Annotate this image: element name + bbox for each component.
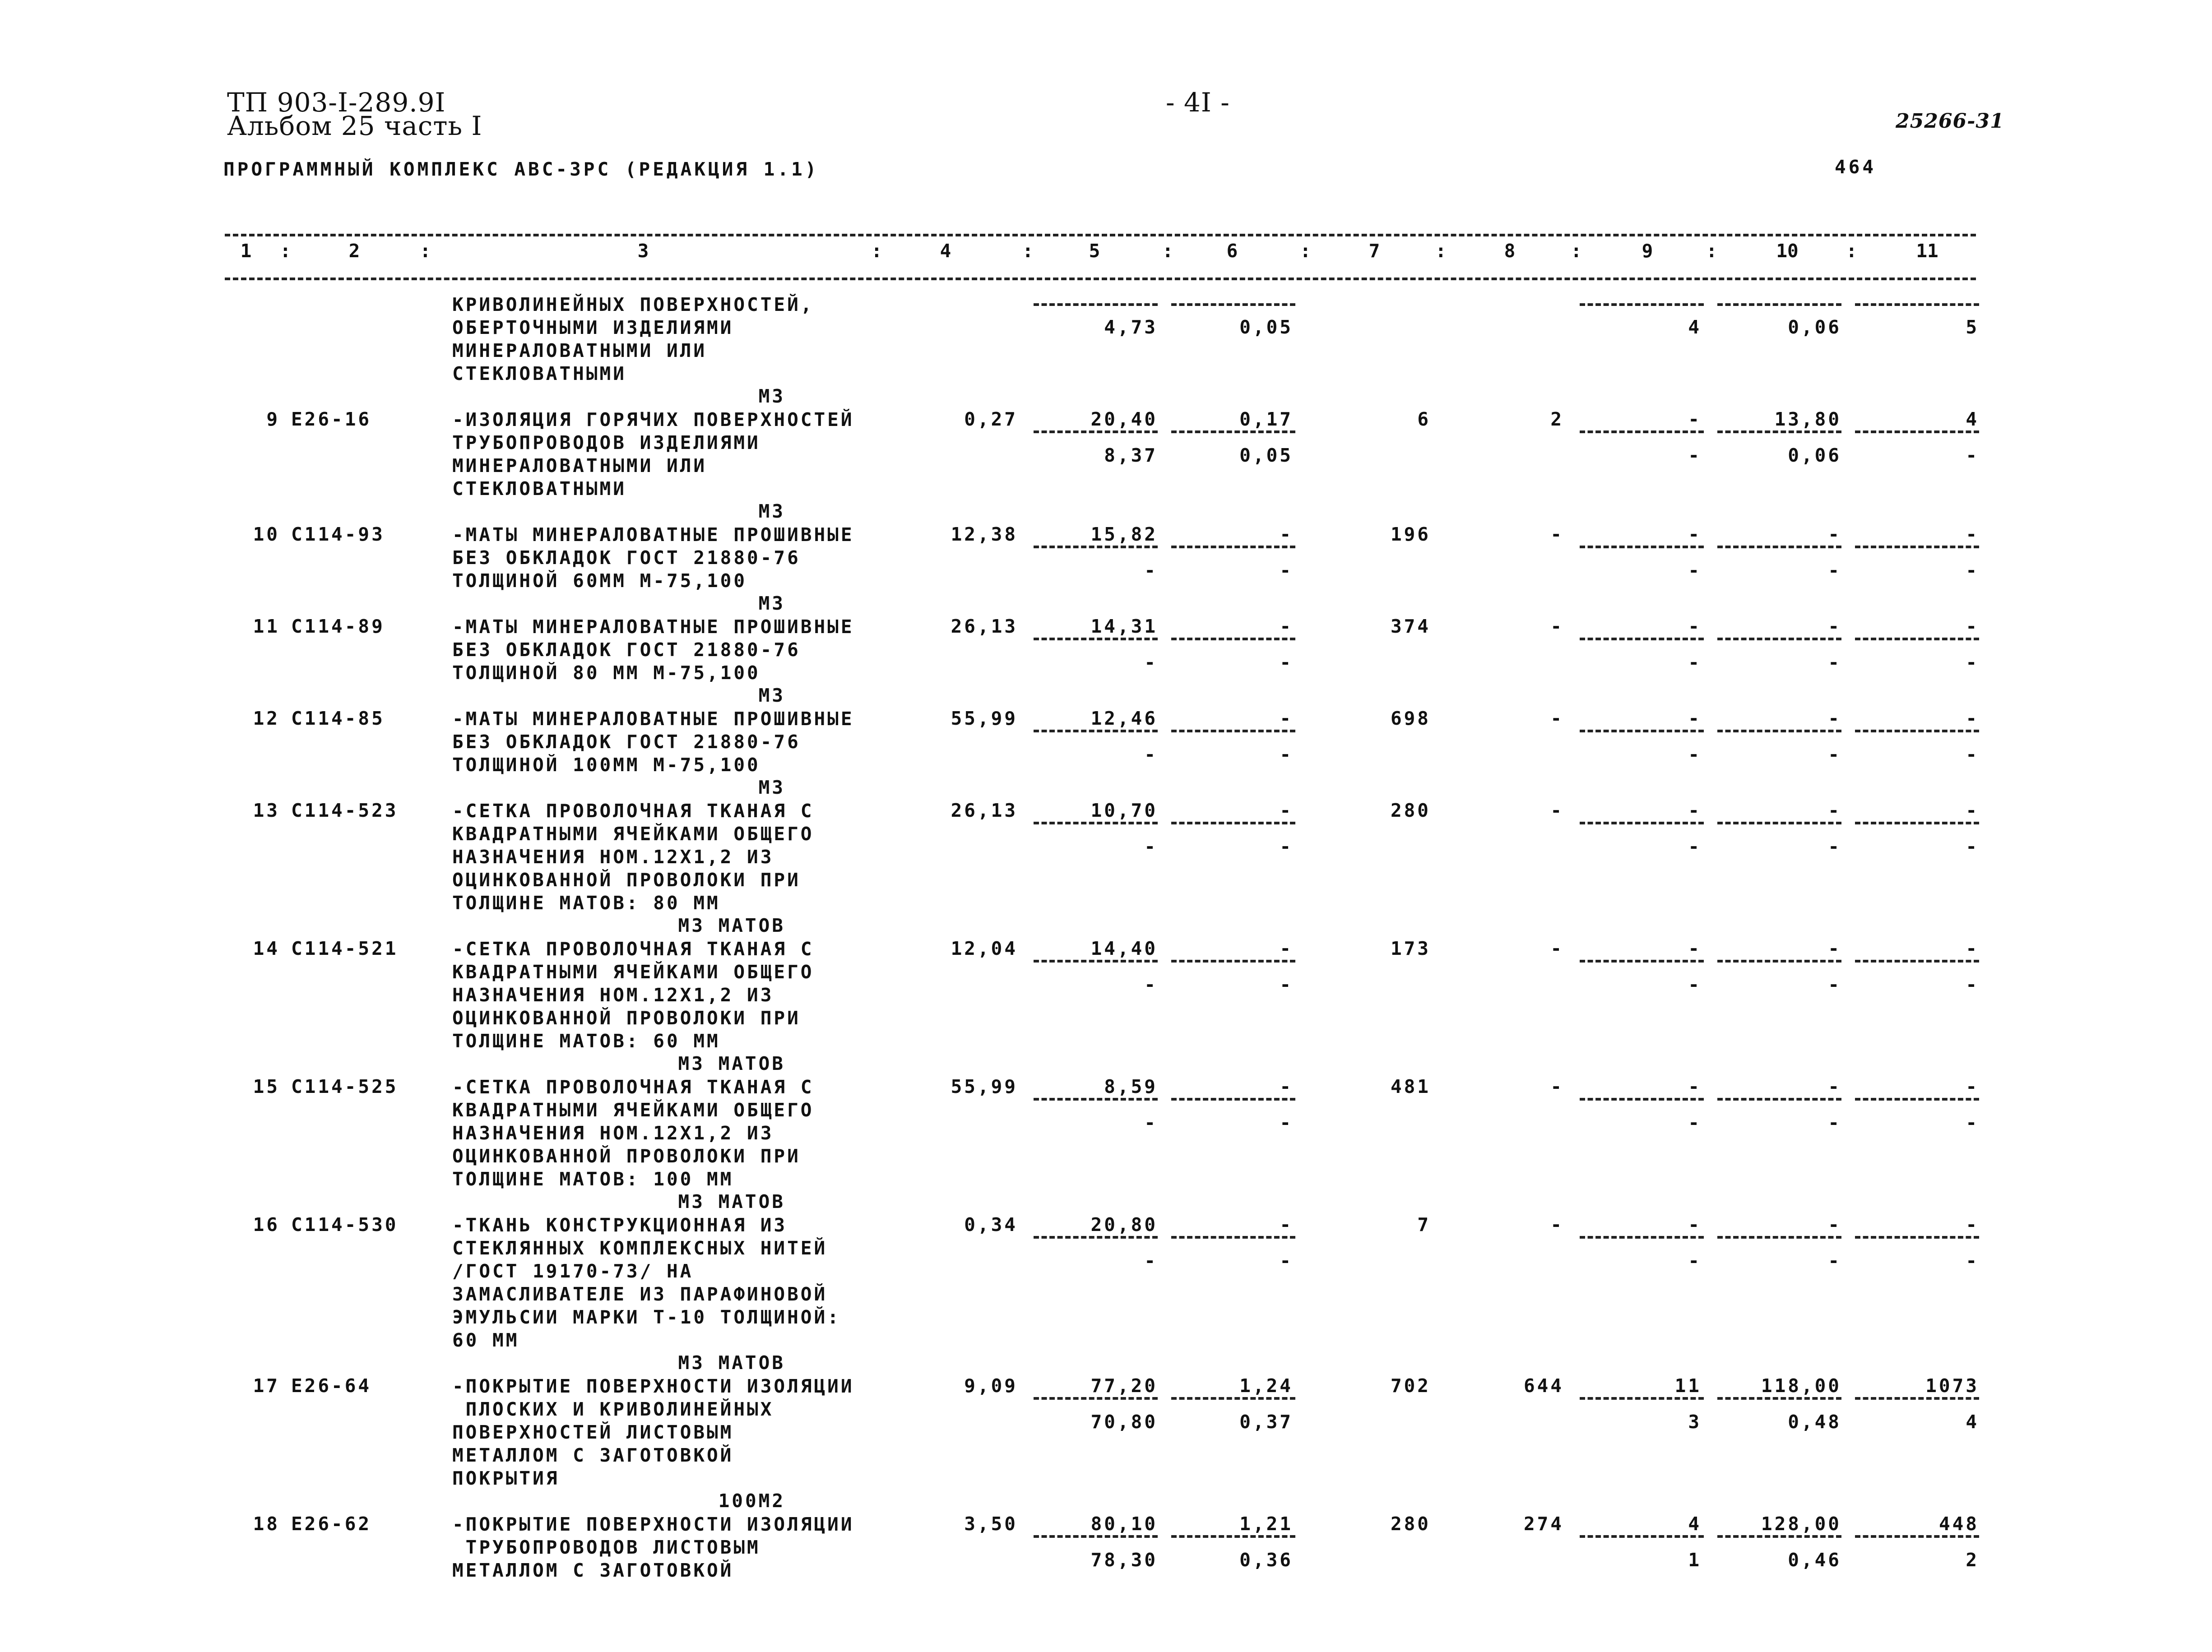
value-divider bbox=[1580, 1098, 1704, 1101]
cell-col7: 374 bbox=[1390, 615, 1431, 637]
cell-col7: 698 bbox=[1390, 708, 1431, 729]
cell-col6: - bbox=[1280, 1076, 1293, 1097]
cell-col5-lower: - bbox=[1144, 836, 1158, 857]
cell-col7: 280 bbox=[1390, 1513, 1431, 1535]
cell-col5: 10,70 bbox=[1090, 800, 1158, 821]
cell-col7: 6 bbox=[1417, 408, 1431, 430]
cell-col11-lower: - bbox=[1966, 1112, 1979, 1134]
cell-col5-lower: 8,37 bbox=[1104, 444, 1158, 466]
cell-col5-lower: - bbox=[1144, 974, 1158, 995]
column-header-4: 4 bbox=[940, 240, 951, 262]
cell-col11: - bbox=[1966, 1076, 1979, 1097]
row-unit: М3 bbox=[758, 500, 785, 522]
value-divider bbox=[1034, 303, 1158, 306]
cell-col6: - bbox=[1280, 523, 1293, 545]
value-divider bbox=[1855, 1236, 1979, 1239]
cell-col7: 702 bbox=[1390, 1375, 1431, 1397]
row-description: -СЕТКА ПРОВОЛОЧНАЯ ТКАНАЯ С КВАДРАТНЫМИ ЯЧЕЙКАМИ ОБЩЕГО НАЗНАЧЕНИЯ НОМ.12Х1,2 ИЗ ОЦИНКОВАННОЙ ПРОВОЛОКИ ПРИ ТОЛЩИНЕ МАТОВ: 60 ММ bbox=[452, 938, 814, 1052]
value-divider bbox=[1855, 1397, 1979, 1400]
cell-col5: 12,46 bbox=[1090, 708, 1158, 729]
row-unit: М3 МАТОВ bbox=[678, 1191, 785, 1212]
cell-col10-lower: 0,06 bbox=[1788, 444, 1841, 466]
value-divider bbox=[1171, 638, 1295, 640]
cell-col10-lower: - bbox=[1828, 652, 1841, 673]
doc-code: ТП 903-I-289.9I bbox=[227, 87, 446, 118]
cell-col10: - bbox=[1828, 938, 1841, 959]
cell-col10: - bbox=[1828, 523, 1841, 545]
value-divider bbox=[1171, 1397, 1295, 1400]
cell-col4: 12,04 bbox=[951, 938, 1018, 959]
cell-col4: 0,27 bbox=[964, 408, 1018, 430]
stamp-number: 25266-31 bbox=[1896, 110, 2004, 133]
cell-col10-lower: 0,06 bbox=[1788, 316, 1841, 338]
cell-col7: 7 bbox=[1417, 1214, 1431, 1236]
column-separator: : bbox=[1706, 240, 1717, 262]
cell-col10-lower: - bbox=[1828, 1250, 1841, 1272]
value-divider bbox=[1717, 638, 1841, 640]
cell-col4: 9,09 bbox=[964, 1375, 1018, 1397]
cell-col4: 3,50 bbox=[964, 1513, 1018, 1535]
row-code: С114-530 bbox=[291, 1214, 399, 1236]
cell-col8: 2 bbox=[1550, 408, 1564, 430]
column-header-5: 5 bbox=[1089, 240, 1100, 262]
value-divider bbox=[1034, 730, 1158, 732]
cell-col6: - bbox=[1280, 800, 1293, 821]
row-code: Е26-16 bbox=[291, 408, 372, 430]
cell-col9: - bbox=[1688, 523, 1702, 545]
row-description: -ПОКРЫТИЕ ПОВЕРХНОСТИ ИЗОЛЯЦИИ ПЛОСКИХ И КРИВОЛИНЕЙНЫХ ПОВЕРХНОСТЕЙ ЛИСТОВЫМ МЕТАЛЛОМ С ЗАГОТОВКОЙ ПОКРЫТИЯ bbox=[452, 1375, 854, 1489]
cell-col10: - bbox=[1828, 708, 1841, 729]
cell-col6-lower: - bbox=[1280, 744, 1293, 765]
value-divider bbox=[1580, 822, 1704, 824]
cell-col6-lower: 0,37 bbox=[1239, 1411, 1293, 1433]
row-code: С114-85 bbox=[291, 708, 385, 729]
cell-col9-lower: - bbox=[1688, 974, 1702, 995]
value-divider bbox=[1855, 822, 1979, 824]
value-divider bbox=[1855, 430, 1979, 433]
value-divider bbox=[1171, 960, 1295, 963]
cell-col7: 196 bbox=[1390, 523, 1431, 545]
column-header-1: 1 bbox=[240, 240, 252, 262]
value-divider bbox=[1855, 960, 1979, 963]
row-code: С114-521 bbox=[291, 938, 399, 959]
column-header-3: 3 bbox=[637, 240, 649, 262]
cell-col11-lower: - bbox=[1966, 744, 1979, 765]
cell-col5-lower: 4,73 bbox=[1104, 316, 1158, 338]
cell-col9: 11 bbox=[1674, 1375, 1702, 1397]
cell-col11: - bbox=[1966, 708, 1979, 729]
cell-col6-lower: - bbox=[1280, 974, 1293, 995]
column-header-10: 10 bbox=[1776, 240, 1799, 262]
value-divider bbox=[1717, 822, 1841, 824]
column-separator: : bbox=[871, 240, 882, 262]
cell-col11-lower: - bbox=[1966, 974, 1979, 995]
cell-col8: 644 bbox=[1523, 1375, 1564, 1397]
cell-col9-lower: 4 bbox=[1688, 316, 1702, 338]
value-divider bbox=[1580, 430, 1704, 433]
cell-col10: 13,80 bbox=[1774, 408, 1841, 430]
cell-col7: 173 bbox=[1390, 938, 1431, 959]
cell-col10-lower: - bbox=[1828, 1112, 1841, 1134]
value-divider bbox=[1171, 1535, 1295, 1538]
column-separator: : bbox=[1435, 240, 1447, 262]
row-number: 13 bbox=[253, 800, 280, 821]
row-unit: М3 bbox=[758, 777, 785, 798]
cell-col10-lower: - bbox=[1828, 836, 1841, 857]
column-separator: : bbox=[1162, 240, 1173, 262]
value-divider bbox=[1717, 546, 1841, 548]
value-divider bbox=[1580, 1236, 1704, 1239]
value-divider bbox=[1034, 638, 1158, 640]
cell-col8: - bbox=[1550, 615, 1564, 637]
value-divider bbox=[1717, 730, 1841, 732]
album-label: Альбом 25 часть I bbox=[227, 111, 482, 141]
cell-col11: 4 bbox=[1966, 408, 1979, 430]
value-divider bbox=[1580, 960, 1704, 963]
row-description: -СЕТКА ПРОВОЛОЧНАЯ ТКАНАЯ С КВАДРАТНЫМИ ЯЧЕЙКАМИ ОБЩЕГО НАЗНАЧЕНИЯ НОМ.12Х1,2 ИЗ ОЦИНКОВАННОЙ ПРОВОЛОКИ ПРИ ТОЛЩИНЕ МАТОВ: 100 ММ bbox=[452, 1076, 814, 1190]
cell-col4: 55,99 bbox=[951, 1076, 1018, 1097]
cell-col11-lower: - bbox=[1966, 836, 1979, 857]
cell-col10: - bbox=[1828, 1214, 1841, 1236]
row-code: С114-93 bbox=[291, 523, 385, 545]
cell-col9: 4 bbox=[1688, 1513, 1702, 1535]
cell-col6: - bbox=[1280, 938, 1293, 959]
row-code: С114-89 bbox=[291, 615, 385, 637]
row-description: -СЕТКА ПРОВОЛОЧНАЯ ТКАНАЯ С КВАДРАТНЫМИ ЯЧЕЙКАМИ ОБЩЕГО НАЗНАЧЕНИЯ НОМ.12Х1,2 ИЗ ОЦИНКОВАННОЙ ПРОВОЛОКИ ПРИ ТОЛЩИНЕ МАТОВ: 80 ММ bbox=[452, 800, 814, 914]
row-code: Е26-64 bbox=[291, 1375, 372, 1397]
cell-col8: - bbox=[1550, 1214, 1564, 1236]
cell-col9-lower: - bbox=[1688, 444, 1702, 466]
value-divider bbox=[1034, 960, 1158, 963]
value-divider bbox=[1171, 546, 1295, 548]
cell-col5: 20,80 bbox=[1090, 1214, 1158, 1236]
continuation-description: КРИВОЛИНЕЙНЫХ ПОВЕРХНОСТЕЙ, ОБЕРТОЧНЫМИ ИЗДЕЛИЯМИ МИНЕРАЛОВАТНЫМИ ИЛИ СТЕКЛОВАТНЫМИ bbox=[452, 294, 814, 384]
row-description: -ПОКРЫТИЕ ПОВЕРХНОСТИ ИЗОЛЯЦИИ ТРУБОПРОВОДОВ ЛИСТОВЫМ МЕТАЛЛОМ С ЗАГОТОВКОЙ bbox=[452, 1513, 854, 1581]
table-top-rule bbox=[225, 234, 1976, 236]
row-code: Е26-62 bbox=[291, 1513, 372, 1535]
cell-col5-lower: - bbox=[1144, 652, 1158, 673]
cell-col7: 280 bbox=[1390, 800, 1431, 821]
cell-col8: - bbox=[1550, 938, 1564, 959]
cell-col6: 0,17 bbox=[1239, 408, 1293, 430]
row-code: С114-525 bbox=[291, 1076, 399, 1097]
cell-col11: - bbox=[1966, 800, 1979, 821]
value-divider bbox=[1855, 1098, 1979, 1101]
cell-col6-lower: 0,05 bbox=[1239, 444, 1293, 466]
cell-col6: - bbox=[1280, 615, 1293, 637]
column-header-9: 9 bbox=[1642, 240, 1653, 262]
cell-col11: - bbox=[1966, 523, 1979, 545]
cell-col5-lower: 70,80 bbox=[1090, 1411, 1158, 1433]
row-unit: М3 МАТОВ bbox=[678, 915, 785, 936]
cell-col11: - bbox=[1966, 1214, 1979, 1236]
row-unit: М3 bbox=[758, 385, 785, 407]
row-number: 12 bbox=[253, 708, 280, 729]
row-unit: М3 bbox=[758, 685, 785, 706]
cell-col8: - bbox=[1550, 800, 1564, 821]
cell-col4: 26,13 bbox=[951, 800, 1018, 821]
cell-col5: 15,82 bbox=[1090, 523, 1158, 545]
cell-col5-lower: - bbox=[1144, 744, 1158, 765]
row-number: 14 bbox=[253, 938, 280, 959]
cell-col6: - bbox=[1280, 1214, 1293, 1236]
value-divider bbox=[1855, 638, 1979, 640]
cell-col10-lower: 0,48 bbox=[1788, 1411, 1841, 1433]
value-divider bbox=[1034, 822, 1158, 824]
cell-col6: - bbox=[1280, 708, 1293, 729]
row-code: С114-523 bbox=[291, 800, 399, 821]
value-divider bbox=[1717, 1397, 1841, 1400]
cell-col9-lower: - bbox=[1688, 744, 1702, 765]
cell-col5: 80,10 bbox=[1090, 1513, 1158, 1535]
cell-col5: 14,31 bbox=[1090, 615, 1158, 637]
cell-col11: 448 bbox=[1938, 1513, 1979, 1535]
sheet-number: 464 bbox=[1835, 156, 1877, 178]
cell-col5: 8,59 bbox=[1104, 1076, 1158, 1097]
value-divider bbox=[1171, 1236, 1295, 1239]
cell-col8: 274 bbox=[1523, 1513, 1564, 1535]
value-divider bbox=[1580, 730, 1704, 732]
cell-col4: 0,34 bbox=[964, 1214, 1018, 1236]
cell-col6: 1,21 bbox=[1239, 1513, 1293, 1535]
cell-col4: 26,13 bbox=[951, 615, 1018, 637]
row-number: 16 bbox=[253, 1214, 280, 1236]
cell-col9: - bbox=[1688, 1214, 1702, 1236]
cell-col7: 481 bbox=[1390, 1076, 1431, 1097]
table-header-rule bbox=[225, 278, 1976, 280]
column-separator: : bbox=[420, 240, 431, 262]
cell-col8: - bbox=[1550, 523, 1564, 545]
cell-col11-lower: - bbox=[1966, 560, 1979, 581]
column-header-8: 8 bbox=[1504, 240, 1516, 262]
row-description: -ИЗОЛЯЦИЯ ГОРЯЧИХ ПОВЕРХНОСТЕЙ ТРУБОПРОВОДОВ ИЗДЕЛИЯМИ МИНЕРАЛОВАТНЫМИ ИЛИ СТЕКЛОВАТНЫМИ bbox=[452, 409, 854, 500]
cell-col10-lower: 0,46 bbox=[1788, 1549, 1841, 1571]
cell-col6-lower: - bbox=[1280, 560, 1293, 581]
cell-col6-lower: 0,05 bbox=[1239, 316, 1293, 338]
row-description: -МАТЫ МИНЕРАЛОВАТНЫЕ ПРОШИВНЫЕ БЕЗ ОБКЛАДОК ГОСТ 21880-76 ТОЛЩИНОЙ 60ММ М-75,100 bbox=[452, 524, 854, 592]
column-separator: : bbox=[1022, 240, 1034, 262]
row-number: 15 bbox=[253, 1076, 280, 1097]
cell-col10: - bbox=[1828, 1076, 1841, 1097]
cell-col9-lower: 3 bbox=[1688, 1411, 1702, 1433]
row-unit: 100М2 bbox=[718, 1490, 785, 1512]
row-unit: М3 МАТОВ bbox=[678, 1352, 785, 1374]
cell-col4: 12,38 bbox=[951, 523, 1018, 545]
value-divider bbox=[1717, 960, 1841, 963]
value-divider bbox=[1034, 1397, 1158, 1400]
row-number: 17 bbox=[253, 1375, 280, 1397]
cell-col9-lower: - bbox=[1688, 560, 1702, 581]
cell-col5: 77,20 bbox=[1090, 1375, 1158, 1397]
cell-col9-lower: - bbox=[1688, 652, 1702, 673]
cell-col5-lower: 78,30 bbox=[1090, 1549, 1158, 1571]
value-divider bbox=[1171, 1098, 1295, 1101]
value-divider bbox=[1171, 303, 1295, 306]
cell-col5-lower: - bbox=[1144, 1112, 1158, 1134]
value-divider bbox=[1171, 822, 1295, 824]
value-divider bbox=[1855, 303, 1979, 306]
column-separator: : bbox=[1300, 240, 1311, 262]
row-number: 9 bbox=[266, 408, 280, 430]
value-divider bbox=[1855, 730, 1979, 732]
cell-col10: - bbox=[1828, 800, 1841, 821]
cell-col5-lower: - bbox=[1144, 1250, 1158, 1272]
value-divider bbox=[1580, 1397, 1704, 1400]
value-divider bbox=[1171, 430, 1295, 433]
row-description: -МАТЫ МИНЕРАЛОВАТНЫЕ ПРОШИВНЫЕ БЕЗ ОБКЛАДОК ГОСТ 21880-76 ТОЛЩИНОЙ 100ММ М-75,100 bbox=[452, 708, 854, 776]
value-divider bbox=[1034, 1236, 1158, 1239]
column-separator: : bbox=[1846, 240, 1857, 262]
value-divider bbox=[1855, 1535, 1979, 1538]
value-divider bbox=[1717, 1535, 1841, 1538]
value-divider bbox=[1580, 546, 1704, 548]
row-number: 18 bbox=[253, 1513, 280, 1535]
value-divider bbox=[1034, 546, 1158, 548]
cell-col5: 20,40 bbox=[1090, 408, 1158, 430]
value-divider bbox=[1717, 1098, 1841, 1101]
row-unit: М3 bbox=[758, 592, 785, 614]
value-divider bbox=[1855, 546, 1979, 548]
column-separator: : bbox=[1571, 240, 1582, 262]
row-number: 10 bbox=[253, 523, 280, 545]
value-divider bbox=[1717, 303, 1841, 306]
cell-col10-lower: - bbox=[1828, 560, 1841, 581]
cell-col9-lower: - bbox=[1688, 1250, 1702, 1272]
cell-col11-lower: - bbox=[1966, 444, 1979, 466]
cell-col11-lower: 5 bbox=[1966, 316, 1979, 338]
cell-col9: - bbox=[1688, 1076, 1702, 1097]
cell-col11-lower: - bbox=[1966, 1250, 1979, 1272]
row-description: -МАТЫ МИНЕРАЛОВАТНЫЕ ПРОШИВНЫЕ БЕЗ ОБКЛАДОК ГОСТ 21880-76 ТОЛЩИНОЙ 80 ММ М-75,100 bbox=[452, 616, 854, 684]
value-divider bbox=[1717, 430, 1841, 433]
cell-col10: 128,00 bbox=[1761, 1513, 1841, 1535]
cell-col6-lower: 0,36 bbox=[1239, 1549, 1293, 1571]
cell-col11: - bbox=[1966, 615, 1979, 637]
cell-col6: 1,24 bbox=[1239, 1375, 1293, 1397]
cell-col10: - bbox=[1828, 615, 1841, 637]
cell-col10-lower: - bbox=[1828, 744, 1841, 765]
cell-col6-lower: - bbox=[1280, 836, 1293, 857]
cell-col5: 14,40 bbox=[1090, 938, 1158, 959]
cell-col9: - bbox=[1688, 615, 1702, 637]
cell-col9-lower: - bbox=[1688, 1112, 1702, 1134]
cell-col9: - bbox=[1688, 800, 1702, 821]
cell-col9: - bbox=[1688, 938, 1702, 959]
value-divider bbox=[1034, 1535, 1158, 1538]
value-divider bbox=[1717, 1236, 1841, 1239]
cell-col5-lower: - bbox=[1144, 560, 1158, 581]
column-header-6: 6 bbox=[1226, 240, 1238, 262]
cell-col9: - bbox=[1688, 708, 1702, 729]
column-header-11: 11 bbox=[1916, 240, 1938, 262]
cell-col11-lower: 2 bbox=[1966, 1549, 1979, 1571]
value-divider bbox=[1034, 1098, 1158, 1101]
cell-col9: - bbox=[1688, 408, 1702, 430]
cell-col8: - bbox=[1550, 1076, 1564, 1097]
row-number: 11 bbox=[253, 615, 280, 637]
row-description: -ТКАНЬ КОНСТРУКЦИОННАЯ ИЗ СТЕКЛЯННЫХ КОМПЛЕКСНЫХ НИТЕЙ /ГОСТ 19170-73/ НА ЗАМАСЛИВАТЕЛЕ ИЗ ПАРАФИНОВОЙ ЭМУЛЬСИИ МАРКИ Т-10 ТОЛЩИНОЙ: 60 ММ bbox=[452, 1214, 841, 1351]
value-divider bbox=[1580, 303, 1704, 306]
cell-col6-lower: - bbox=[1280, 652, 1293, 673]
program-title: ПРОГРАММНЫЙ КОМПЛЕКС АВС-3РС (РЕДАКЦИЯ 1.1) bbox=[223, 158, 819, 180]
cell-col4: 55,99 bbox=[951, 708, 1018, 729]
cell-col8: - bbox=[1550, 708, 1564, 729]
value-divider bbox=[1171, 730, 1295, 732]
value-divider bbox=[1034, 430, 1158, 433]
cell-col11-lower: 4 bbox=[1966, 1411, 1979, 1433]
cell-col11-lower: - bbox=[1966, 652, 1979, 673]
cell-col6-lower: - bbox=[1280, 1112, 1293, 1134]
column-separator: : bbox=[280, 240, 291, 262]
cell-col6-lower: - bbox=[1280, 1250, 1293, 1272]
value-divider bbox=[1580, 1535, 1704, 1538]
page-number: - 4I - bbox=[1166, 87, 1230, 118]
column-header-7: 7 bbox=[1368, 240, 1380, 262]
cell-col11: - bbox=[1966, 938, 1979, 959]
cell-col9-lower: - bbox=[1688, 836, 1702, 857]
cell-col11: 1073 bbox=[1925, 1375, 1979, 1397]
row-unit: М3 МАТОВ bbox=[678, 1053, 785, 1074]
cell-col9-lower: 1 bbox=[1688, 1549, 1702, 1571]
cell-col10: 118,00 bbox=[1761, 1375, 1841, 1397]
cell-col10-lower: - bbox=[1828, 974, 1841, 995]
column-header-2: 2 bbox=[348, 240, 360, 262]
value-divider bbox=[1580, 638, 1704, 640]
